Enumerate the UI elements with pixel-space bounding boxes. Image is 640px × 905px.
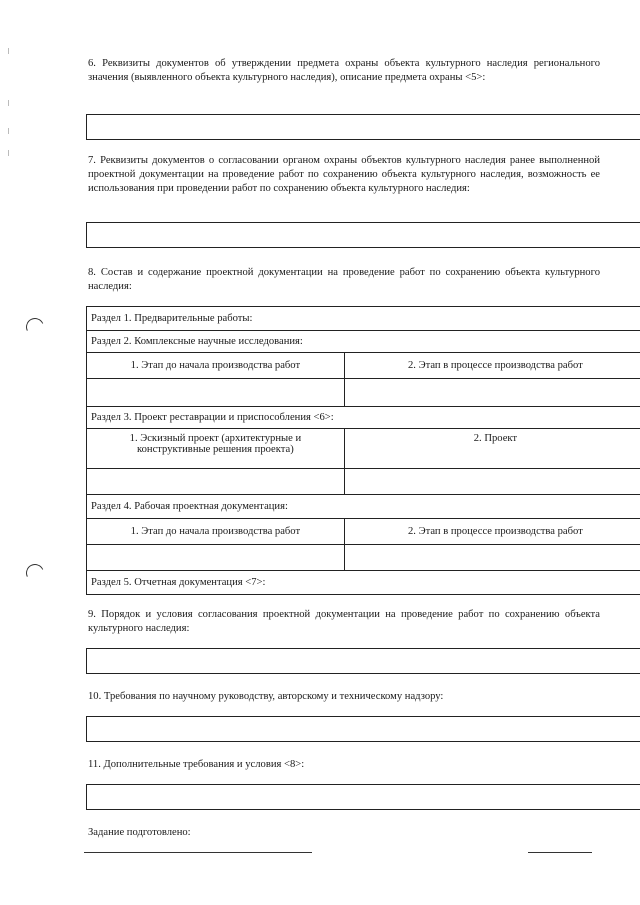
punch-hole-mark [23,561,46,584]
table-row [87,353,640,379]
table-row [87,571,640,595]
table-row [87,519,640,545]
section-11-text: 11. Дополнительные требования и условия <8>: [88,759,305,770]
table-input-cell[interactable] [87,379,345,407]
punch-hole-mark [23,315,46,338]
table-header-cell: 1. Этап до начала производства работ [87,353,345,379]
table-row [87,307,640,331]
table-row [87,469,640,495]
section-9-text: 9. Порядок и условия согласования проектной документации на проведение работ по сохранению объекта культурного наследия: [88,609,600,634]
date-line[interactable] [528,852,592,853]
table-section-3: Раздел 3. Проект реставрации и приспособления <6>: [87,407,640,429]
section-6-field[interactable] [86,114,640,140]
scan-mark [8,48,9,54]
prepared-label: Задание подготовлено: [88,827,191,838]
table-row [87,331,640,353]
table-row [87,429,640,469]
table-row [87,407,640,429]
table-header-cell: 2. Этап в процессе производства работ [344,519,640,545]
table-header-cell [87,429,345,469]
documentation-table [86,306,640,595]
scan-mark [8,128,9,134]
section-10-field[interactable] [86,716,640,742]
section-7-field[interactable] [86,222,640,248]
section-10-text: 10. Требования по научному руководству, авторскому и техническому надзору: [88,691,444,702]
table-header-line: конструктивные решения проекта) [137,444,294,455]
table-row [87,379,640,407]
section-7-text: 7. Реквизиты документов о согласовании органом охраны объектов культурного наследия ранее выполненной проектной документации на проведение работ по сохранению объекта культурного наследия, возможность ее использования при проведении работ по сохранению объекта культурного наследия: [88,155,600,194]
table-input-cell[interactable] [344,545,640,571]
table-input-cell[interactable] [344,469,640,495]
table-section-2: Раздел 2. Комплексные научные исследования: [87,331,640,353]
table-header-line: 1. Эскизный проект (архитектурные и [129,433,302,444]
table-header-cell: 2. Этап в процессе производства работ [344,353,640,379]
table-row [87,495,640,519]
table-header-cell: 1. Этап до начала производства работ [87,519,345,545]
table-input-cell[interactable] [87,545,345,571]
table-header-cell: 2. Проект [344,429,640,469]
section-6-text: 6. Реквизиты документов об утверждении предмета охраны объекта культурного наследия регионального значения (выявленного объекта культурного наследия), описание предмета охраны <5>: [88,58,600,83]
table-row [87,545,640,571]
table-input-cell[interactable] [344,379,640,407]
table-section-1: Раздел 1. Предварительные работы: [87,307,640,331]
signature-line[interactable] [84,852,312,853]
section-9-field[interactable] [86,648,640,674]
table-section-4: Раздел 4. Рабочая проектная документация: [87,495,640,519]
table-section-5: Раздел 5. Отчетная документация <7>: [87,571,640,595]
scan-mark [8,100,9,106]
section-8-text: 8. Состав и содержание проектной документации на проведение работ по сохранению объекта культурного наследия: [88,267,600,292]
table-input-cell[interactable] [87,469,345,495]
section-11-field[interactable] [86,784,640,810]
scan-mark [8,150,9,156]
